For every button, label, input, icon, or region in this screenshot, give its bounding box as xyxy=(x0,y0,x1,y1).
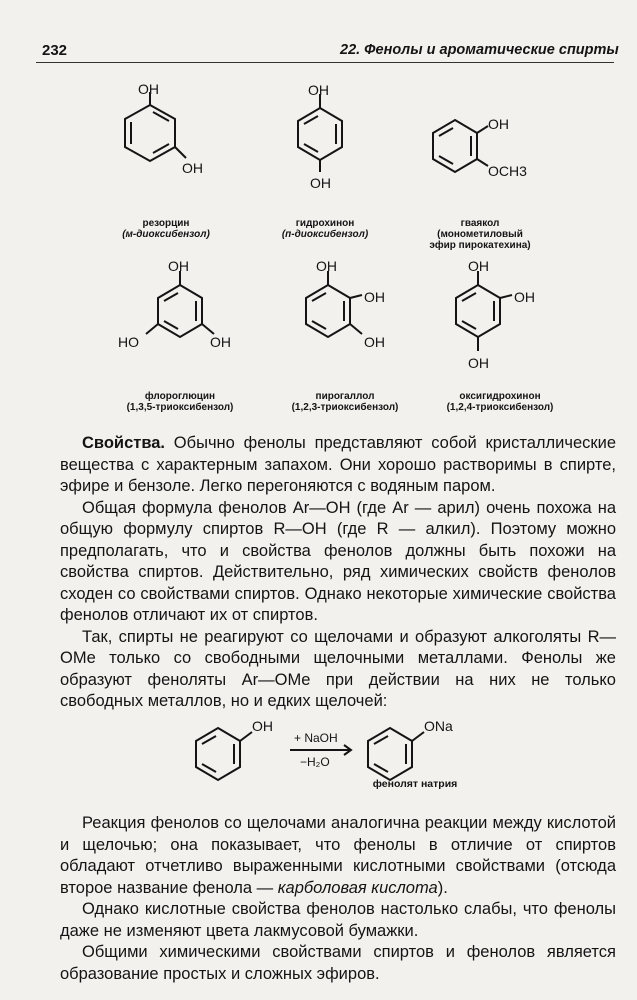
oh-group-label: OH xyxy=(364,334,385,350)
paragraph-text: Реакция фенолов со щелочами аналогична реакции между кислотой и щелочью; она показывает, что фенолы в отличие от спиртов обладают отчетливо выраженными кислотными свойствами (отсюда второе название фенола — xyxy=(60,814,616,897)
compound-systematic-name: (п-диоксибензол) xyxy=(281,229,369,240)
oh-group-label: OH xyxy=(316,258,337,274)
oh-group-label: OH xyxy=(210,334,231,350)
oh-group-label: OH xyxy=(138,81,159,97)
compound-systematic-name-cont: эфир пирокатехина) xyxy=(429,240,531,251)
oh-group-label: OH xyxy=(514,289,535,305)
oh-group-label: OH xyxy=(182,160,203,176)
hydroquinone-structure xyxy=(270,80,390,200)
paragraph-esters: Общими химическими свойствами спиртов и фенолов является образование простых и сложных эфиров. xyxy=(60,943,616,983)
compound-systematic-name: (1,3,5-триоксибензол) xyxy=(126,402,234,413)
reactant-oh-label: OH xyxy=(252,718,273,734)
product-caption: фенолят натрия xyxy=(372,778,458,790)
phloroglucinol-caption xyxy=(110,391,250,413)
oh-group-label: OH xyxy=(488,116,509,132)
compound-systematic-name: (монометиловый xyxy=(437,229,523,240)
pyrogallol-caption xyxy=(270,391,420,413)
compound-name: пирогаллол xyxy=(315,391,375,402)
compound-name: оксигидрохинон xyxy=(459,391,541,402)
text-block-1 xyxy=(60,433,616,713)
ho-group-label: HO xyxy=(118,334,139,350)
guaiacol-caption xyxy=(410,218,550,251)
paragraph-properties xyxy=(60,433,616,498)
section-lead: Свойства. xyxy=(82,434,166,452)
running-title: 22. Фенолы и ароматические спирты xyxy=(340,42,619,58)
hydroxyhydroquinone-caption xyxy=(425,391,575,413)
compound-name: флороглюцин xyxy=(144,391,216,402)
hydroquinone-caption xyxy=(250,218,400,240)
product-ona-label: ONa xyxy=(424,718,453,734)
paragraph-general-formula: Общая формула фенолов Ar—OH (где Ar — арил) очень похожа на общую формулу спиртов R—OH (где R — алкил). Поэтому можно предполагать, что и свойства фенолов должны быть похожи на свойства спиртов. Действительно, ряд химических свойств фенолов сходен со свойствами спиртов. Однако некоторые химические свойства фенолов отличают их от спиртов. xyxy=(60,498,616,624)
reagent-bottom-label: −H₂O xyxy=(300,755,330,769)
page-number: 232 xyxy=(42,42,68,59)
oh-group-label: OH xyxy=(168,258,189,274)
carbolic-acid-term: карболовая кислота xyxy=(277,878,438,897)
pyrogallol-structure xyxy=(290,255,410,365)
compound-name: гидрохинон xyxy=(295,218,355,229)
paragraph-text: Обычно фенолы представляют собой кристаллические вещества с характерным запахом. Они хорошо растворимы в спирте, эфире и бензоле. Легко перегоняются с водяным паром. xyxy=(60,434,616,495)
resorcinol-caption xyxy=(96,218,236,240)
text-block-2 xyxy=(60,813,616,985)
compound-systematic-name: (м-диоксибензол) xyxy=(122,229,210,240)
guaiacol-structure xyxy=(410,100,550,200)
oh-group-label: OH xyxy=(468,258,489,274)
resorcinol-structure xyxy=(100,80,230,200)
paragraph-weak-acid: Однако кислотные свойства фенолов настолько слабы, что фенолы даже не изменяют цвета лакмусовой бумажки. xyxy=(60,900,616,940)
oh-group-label: OH xyxy=(308,82,329,98)
phloroglucinol-structure xyxy=(110,255,250,365)
paragraph-text-end: ). xyxy=(437,878,448,897)
compound-name: гваякол xyxy=(460,218,500,229)
oh-group-label: OH xyxy=(310,175,331,191)
hydroxyhydroquinone-structure xyxy=(430,255,560,385)
compound-systematic-name: (1,2,4-триоксибензол) xyxy=(446,402,554,413)
reagent-top-label: + NaOH xyxy=(294,731,338,745)
och3-group-label: OCH3 xyxy=(488,163,527,179)
paragraph-acidity xyxy=(60,813,616,899)
compound-systematic-name: (1,2,3-триоксибензол) xyxy=(291,402,399,413)
compound-name: резорцин xyxy=(142,218,190,229)
oh-group-label: OH xyxy=(364,289,385,305)
header-rule xyxy=(36,62,614,63)
paragraph-alkali-reaction: Так, спирты не реагируют со щелочами и образуют алкоголяты R—OMe только со свободными щелочными металлами. Фенолы же образуют феноляты Ar—OMe при действии на них не только свободных металлов, но и едких щелочей: xyxy=(60,627,616,710)
oh-group-label: OH xyxy=(468,355,489,371)
